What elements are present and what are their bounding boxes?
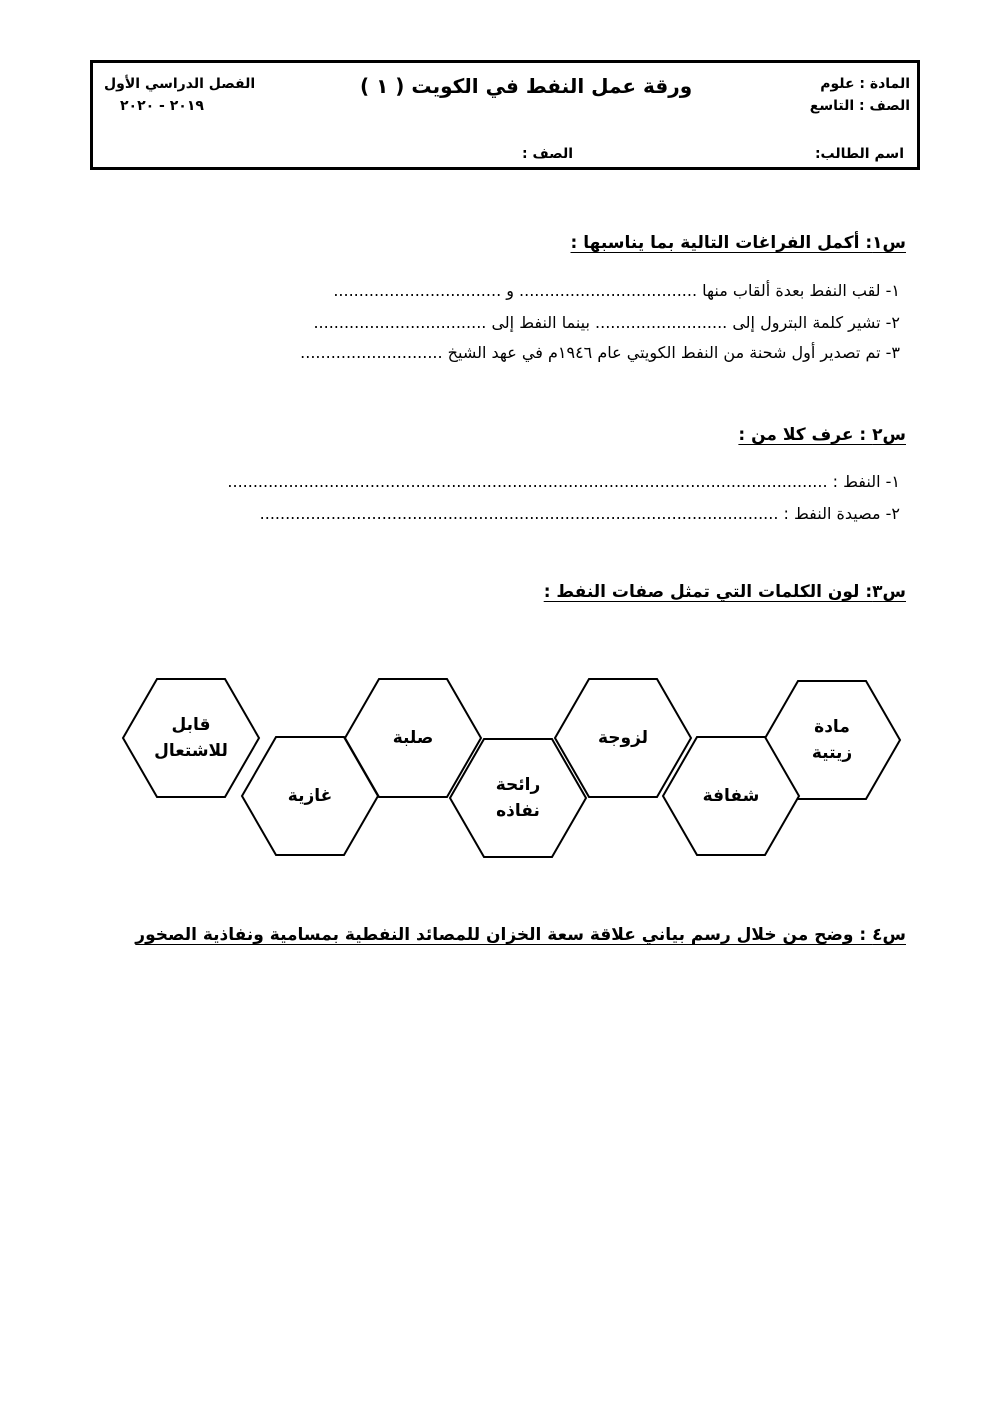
hexagon-label: صلبة bbox=[392, 728, 434, 748]
class-label[interactable]: الصف : bbox=[522, 146, 573, 162]
q3-heading: س٣: لون الكلمات التي تمثل صفات النفط : bbox=[543, 582, 906, 602]
q1-item-1: ١- لقب النفط بعدة ألقاب منها ................................... و ................................. bbox=[333, 281, 900, 300]
hexagon-label: مادة زيتية bbox=[811, 717, 853, 763]
semester-label: الفصل الدراسي الأول bbox=[104, 76, 256, 92]
hexagon-label: قابل للاشتعال bbox=[154, 715, 228, 761]
q1-item-2: ٢- تشير كلمة البترول إلى .......................... بينما النفط إلى .................................. bbox=[313, 313, 900, 332]
q2-item-2: ٢- مصيدة النفط : ...................................................................................................... bbox=[259, 504, 900, 523]
hexagon-label: لزوجة bbox=[597, 728, 649, 748]
student-name-label[interactable]: اسم الطالب: bbox=[814, 146, 904, 162]
hexagon-label: رائحة نفاذه bbox=[495, 775, 541, 821]
q2-heading: س٢ : عرف كلا من : bbox=[738, 425, 906, 445]
subject-label: المادة : علوم bbox=[820, 76, 910, 92]
hexagon-label: غازية bbox=[287, 786, 333, 806]
hexagon-flammable[interactable] bbox=[121, 677, 261, 799]
hexagon-gaseous[interactable] bbox=[240, 735, 380, 857]
q1-heading: س١: أكمل الفراغات التالية بما يناسبها : bbox=[570, 233, 906, 253]
hexagon-label: شفافة bbox=[702, 786, 760, 806]
q2-item-1: ١- النفط : ...................................................................................................................... bbox=[227, 472, 900, 491]
page-title: ورقة عمل النفط في الكويت ( ١ ) bbox=[360, 74, 693, 98]
q4-heading: س٤ : وضح من خلال رسم بياني علاقة سعة الخزان للمصائد النفطية بمسامية ونفاذية الصخور bbox=[135, 925, 906, 945]
q1-item-3: ٣- تم تصدير أول شحنة من النفط الكويتي عام ١٩٤٦م في عهد الشيخ ............................ bbox=[300, 343, 900, 362]
year-label: ٢٠١٩ - ٢٠٢٠ bbox=[120, 98, 204, 114]
grade-label: الصف : التاسع bbox=[809, 98, 910, 114]
